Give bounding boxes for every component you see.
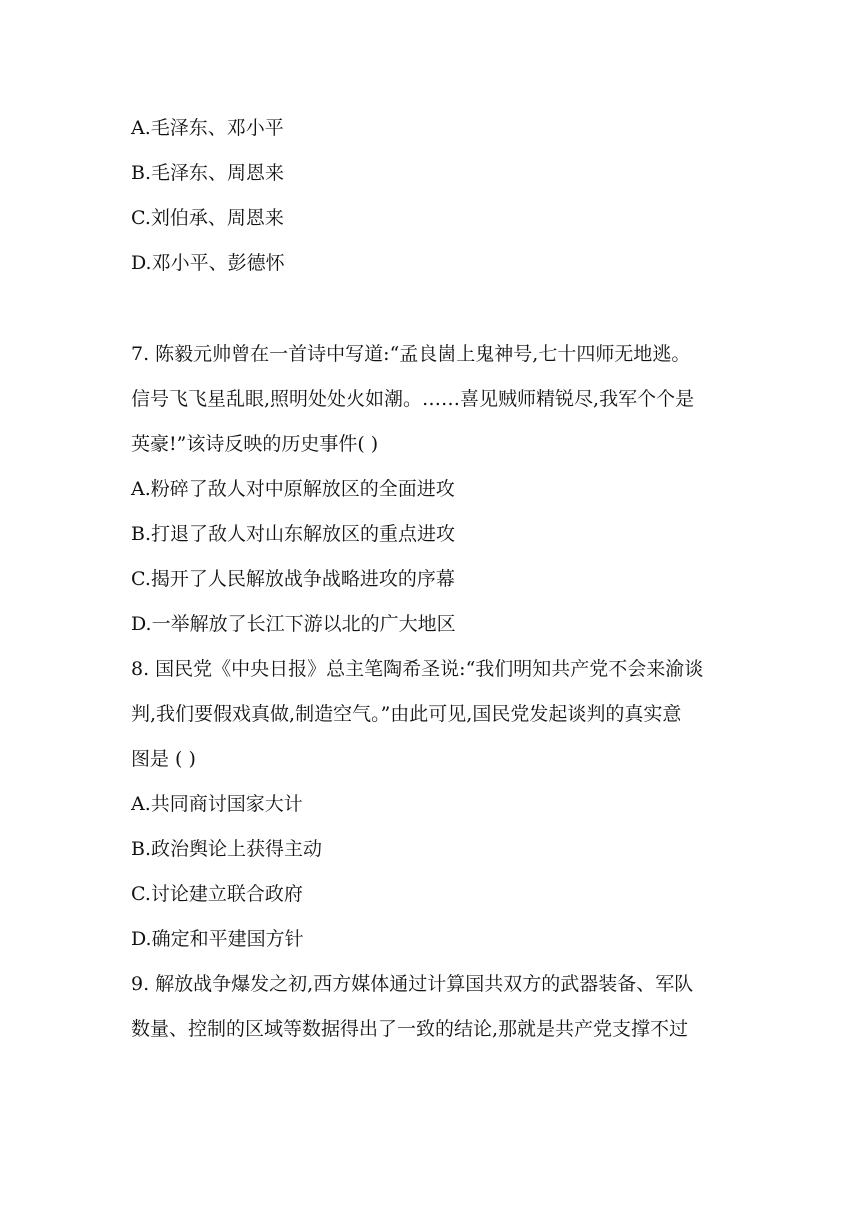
q8-option-d: D.确定和平建国方针	[131, 928, 304, 950]
q8-stem-line-1: 8. 国民党《中央日报》总主笔陶希圣说:“我们明知共产党不会来渝谈	[131, 658, 704, 680]
q8-option-b: B.政治舆论上获得主动	[131, 838, 323, 860]
q7-stem-line-1: 7. 陈毅元帅曾在一首诗中写道:“孟良崮上鬼神号,七十四师无地逃。	[131, 343, 691, 365]
q8-stem-line-3: 图是 ( )	[131, 748, 196, 770]
q8-stem-line-2: 判,我们要假戏真做,制造空气。”由此可见,国民党发起谈判的真实意	[131, 703, 682, 725]
q7-option-d: D.一举解放了长江下游以北的广大地区	[131, 613, 456, 635]
q6-option-c: C.刘伯承、周恩来	[131, 207, 284, 229]
q6-option-a: A.毛泽东、邓小平	[131, 117, 284, 139]
q7-option-a: A.粉碎了敌人对中原解放区的全面进攻	[131, 478, 455, 500]
q7-stem-line-3: 英豪!”该诗反映的历史事件( )	[131, 433, 379, 455]
q7-option-b: B.打退了敌人对山东解放区的重点进攻	[131, 523, 456, 545]
q6-option-d: D.邓小平、彭德怀	[131, 252, 285, 274]
q8-option-a: A.共同商讨国家大计	[131, 793, 303, 815]
q9-stem-line-1: 9. 解放战争爆发之初,西方媒体通过计算国共双方的武器装备、军队	[131, 973, 694, 995]
q8-option-c: C.讨论建立联合政府	[131, 883, 303, 905]
q7-stem-line-2: 信号飞飞星乱眼,照明处处火如潮。……喜见贼师精锐尽,我军个个是	[131, 388, 695, 410]
q9-stem-line-2: 数量、控制的区域等数据得出了一致的结论,那就是共产党支撑不过	[131, 1018, 689, 1040]
q6-option-b: B.毛泽东、周恩来	[131, 162, 285, 184]
q7-option-c: C.揭开了人民解放战争战略进攻的序幕	[131, 568, 455, 590]
